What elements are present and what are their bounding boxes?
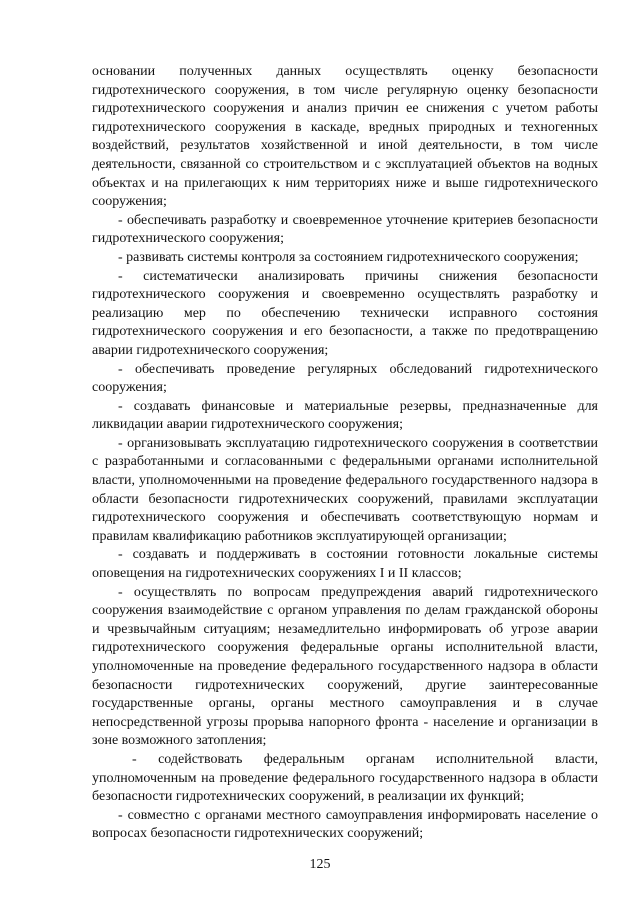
list-item-analysis: - систематически анализировать причины снижения безопасности гидротехнического сооружения и своевременно осуществлять разработку и реализацию мер по обеспечению технически исправного состояния гидротехнического сооружения и его безопасности, а также по предотвращению аварии гидротехнического сооружения; bbox=[92, 268, 598, 358]
list-item-inform-public: - совместно с органами местного самоуправления информировать население о вопросах безопасности гидротехнических сооружений; bbox=[92, 807, 598, 842]
list-item-assist: - содействовать федеральным органам исполнительной власти, уполномоченным на проведение федерального государственного надзора в области безопасности гидротехнических сооружений, в реализации их функций; bbox=[92, 751, 598, 805]
list-item-interaction: - осуществлять по вопросам предупреждения аварий гидротехнического сооружения взаимодействие с органом управления по делам гражданской обороны и чрезвычайным ситуациям; незамедлительно информировать об угрозе аварии гидротехнического сооружения федеральные органы исполнительной власти, уполномоченные на проведение федерального государственного надзора в области безопасности гидротехнических сооружений, другие заинтересованные государственные органы, органы местного самоуправления и в случае непосредственной угрозы прорыва напорного фронта - население и организации в зоне возможного затопления; bbox=[92, 584, 598, 749]
list-item-control-systems: - развивать системы контроля за состоянием гидротехнического сооружения; bbox=[118, 249, 579, 265]
document-body bbox=[92, 63, 598, 844]
list-item-operation: - организовывать эксплуатацию гидротехнического сооружения в соответствии с разработанными и согласованными с федеральными органами исполнительной власти, уполномоченными на проведение федерального государственного надзора в области безопасности гидротехнических сооружений, правилами эксплуатации гидротехнического сооружения и обеспечивать соответствующую нормам и правилам квалификацию работников эксплуатирующей организации; bbox=[92, 435, 598, 544]
list-item-criteria: - обеспечивать разработку и своевременное уточнение критериев безопасности гидротехнического сооружения; bbox=[92, 212, 598, 247]
list-item-inspections: - обеспечивать проведение регулярных обследований гидротехнического сооружения; bbox=[92, 361, 598, 396]
list-item-warning-systems: - создавать и поддерживать в состоянии готовности локальные системы оповещения на гидротехнических сооружениях I и II классов; bbox=[92, 547, 598, 582]
paragraph-continuation: основании полученных данных осуществлять оценку безопасности гидротехнического сооружения, в том числе регулярную оценку безопасности гидротехнического сооружения и анализ причин ее снижения с учетом работы гидротехнического сооружения в каскаде, вредных природных и техногенных воздействий, результатов хозяйственной и иной деятельности, в том числе деятельности, связанной со строительством и с эксплуатацией объектов на водных объектах и на прилегающих к ним территориях ниже и выше гидротехнического сооружения; bbox=[92, 64, 598, 210]
list-item-reserves: - создавать финансовые и материальные резервы, предназначенные для ликвидации аварии гидротехнического сооружения; bbox=[92, 398, 598, 433]
page-number: 125 bbox=[309, 857, 331, 872]
